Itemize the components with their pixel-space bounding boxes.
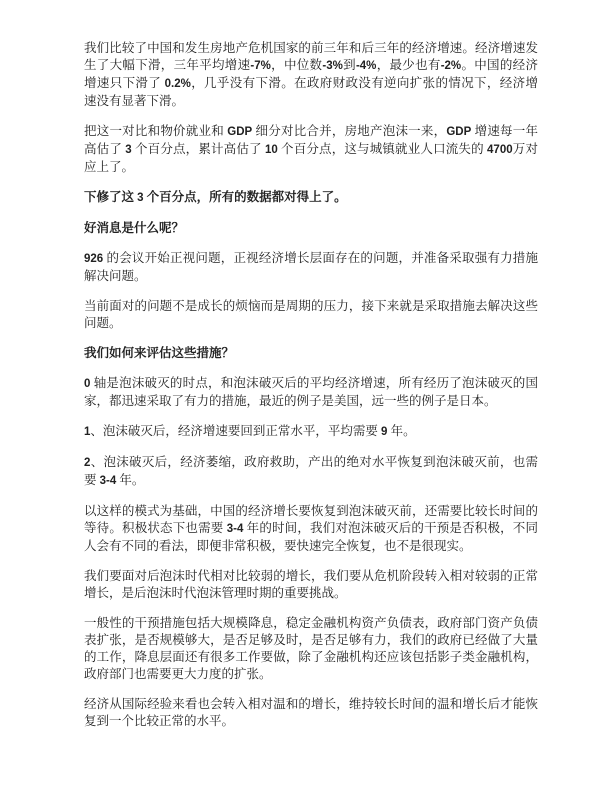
numeric-text: 9 [381, 426, 388, 438]
numeric-text: 3 [137, 192, 144, 204]
numeric-text: -4% [355, 60, 377, 72]
section-heading: 好消息是什么呢？ [84, 221, 185, 235]
numeric-text: 3 [125, 144, 132, 156]
paragraph: 一般性的干预措施包括大规模降息，稳定金融机构资产负债表，政府部门资产负债表扩张，是否规模够大，是否足够及时，是否足够有力，我们的政府已经做了大量的工作，降息层面还有很多工作要做，除了金融机构还应该包括影子类金融机构，政府部门也需要更大力度的扩张。 [84, 616, 538, 681]
section-heading: 我们如何来评估这些措施？ [84, 346, 235, 360]
numeric-text: 10 [264, 144, 278, 156]
paragraph: 2、泡沫破灭后，经济萎缩，政府救助，产出的绝对水平恢复到泡沫破灭前，也需要 3-4 年。 [84, 455, 538, 487]
numeric-text: -2% [440, 60, 462, 72]
paragraph: 我们比较了中国和发生房地产危机国家的前三年和后三年的经济增速。经济增速发生了大幅下滑，三年平均增速-7%，中位数-3%到-4%，最少也有-2%。中国的经济增速只下滑了 0.2%，几乎没有下滑。在政府财政没有逆向扩张的情况下，经济增速没有显著下滑。 [84, 41, 538, 108]
paragraph: 以这样的模式为基础，中国的经济增长要恢复到泡沫破灭前，还需要比较长时间的等待。积极状态下也需要 3-4 年的时间，我们对泡沫破灭后的干预是否积极，不同人会有不同的看法，即便非常积极，要快速完全恢复，也不是很现实。 [84, 504, 538, 553]
numeric-text: 4700 [487, 144, 513, 156]
paragraph: 0 轴是泡沫破灭的时点，和泡沫破灭后的平均经济增速，所有经历了泡沫破灭的国家，都迅速采取了有力的措施，最近的例子是美国，远一些的例子是日本。 [84, 376, 538, 408]
paragraph: 下修了这 3 个百分点，所有的数据都对得上了。 [84, 190, 347, 204]
paragraph: 经济从国际经验来看也会转入相对温和的增长，维持较长时间的温和增长后才能恢复到一个比较正常的水平。 [84, 697, 538, 728]
numeric-text: 926 [84, 253, 104, 265]
numeric-text: 3-4 [226, 523, 244, 535]
numeric-text: -3% [322, 60, 343, 72]
document-body [84, 40, 538, 743]
numeric-text: -7% [250, 60, 271, 72]
numeric-text: GDP [446, 126, 472, 138]
numeric-text: 3-4 [99, 475, 117, 487]
numeric-text: 0 [84, 378, 91, 390]
numeric-text: GDP [227, 126, 253, 138]
numeric-text: 0.2% [164, 78, 191, 90]
paragraph: 926 的会议开始正视问题，正视经济增长层面存在的问题，并准备采取强有力措施解决问题。 [84, 251, 538, 283]
paragraph: 把这一对比和物价就业和 GDP 细分对比合并，房地产泡沫一来，GDP 增速每一年高估了 3 个百分点，累计高估了 10 个百分点，这与城镇就业人口流失的 4700万对应上了。 [84, 124, 538, 174]
paragraph: 当前面对的问题不是成长的烦恼而是周期的压力，接下来就是采取措施去解决这些问题。 [84, 299, 538, 330]
paragraph: 我们要面对后泡沫时代相对比较弱的增长，我们要从危机阶段转入相对较弱的正常增长，是后泡沫时代泡沫管理时期的重要挑战。 [84, 569, 538, 600]
numeric-text: 1 [84, 426, 91, 438]
numeric-text: 2 [84, 457, 91, 469]
paragraph: 1、泡沫破灭后，经济增速要回到正常水平，平均需要 9 年。 [84, 424, 416, 438]
